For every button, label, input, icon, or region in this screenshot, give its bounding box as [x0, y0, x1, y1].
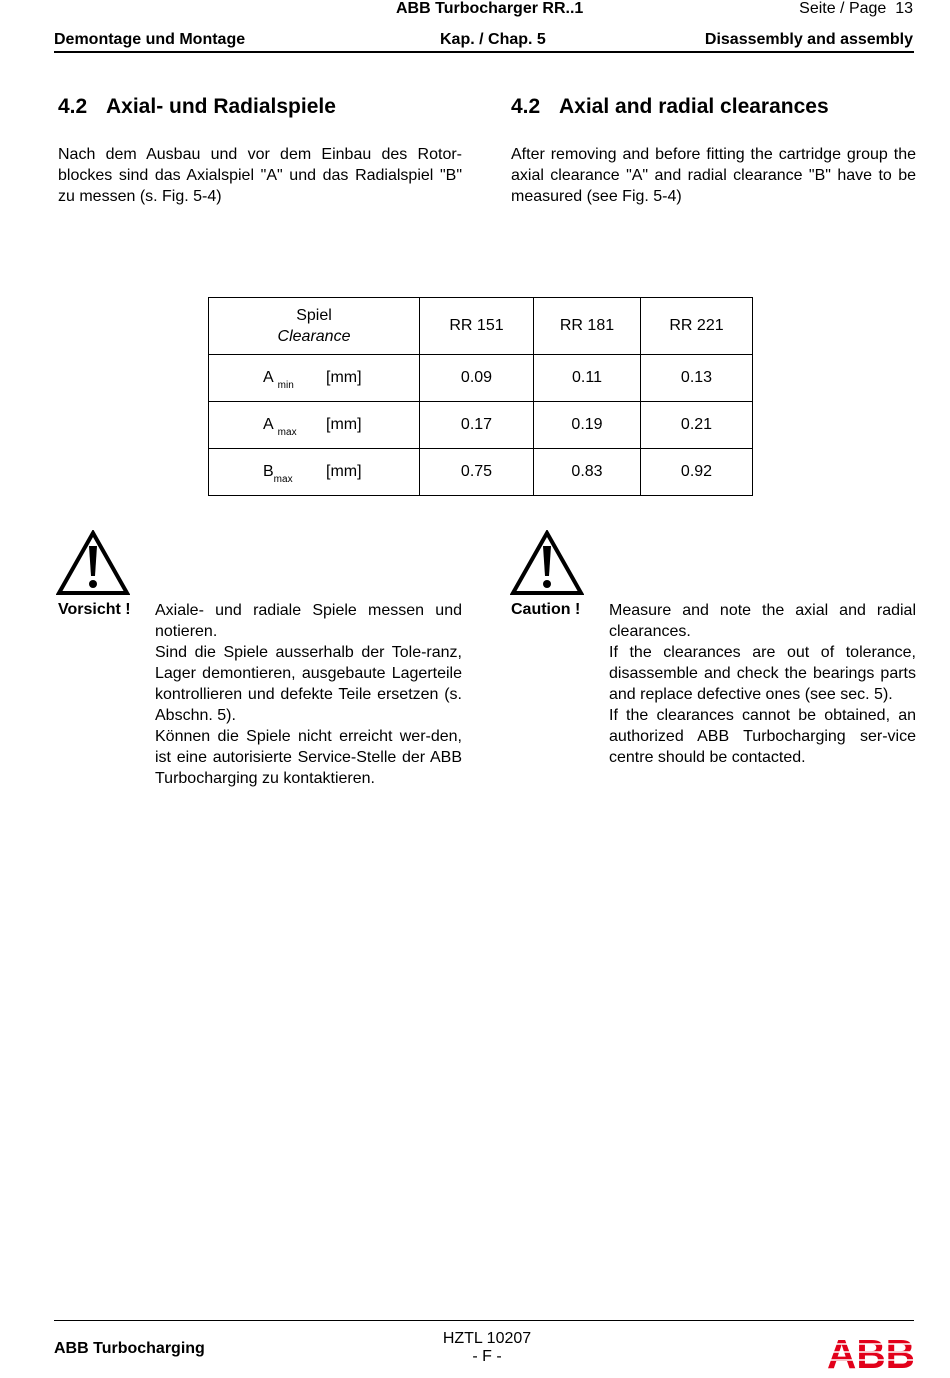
table-header-de: Spiel	[296, 307, 332, 324]
warning-triangle-icon	[510, 530, 584, 596]
table-cell: 0.09	[420, 355, 534, 402]
warning-triangle-icon	[56, 530, 130, 596]
row-unit: [mm]	[326, 463, 362, 480]
page-label: Seite / Page	[799, 0, 887, 17]
row-label	[209, 449, 420, 496]
table-header-row	[209, 298, 753, 355]
row-symbol: A	[263, 416, 274, 433]
caution-line-en: If the clearances cannot be obtained, an authorized ABB Turbocharging ser-vice centre should be contacted.	[609, 707, 916, 766]
row-symbol: B	[263, 463, 274, 480]
chapter-label: Kap. / Chap. 5	[440, 31, 546, 48]
footer-company: ABB Turbocharging	[54, 1340, 205, 1357]
clearance-table	[208, 297, 753, 496]
footer-language: - F -	[472, 1348, 502, 1365]
caution-line-de: Können die Spiele nicht erreicht wer-den, ist eine autorisierte Service-Stelle der ABB Turbocharging zu kontaktieren.	[155, 728, 462, 787]
row-subscript: max	[273, 474, 293, 485]
caution-line-de: Axiale- und radiale Spiele messen und notieren.	[155, 602, 462, 640]
table-header-en: Clearance	[277, 328, 351, 345]
table-cell: 0.83	[534, 449, 641, 496]
document-product-title: ABB Turbocharger RR..1	[396, 0, 584, 17]
table-cell: 0.13	[641, 355, 753, 402]
column-header: RR 221	[641, 298, 753, 355]
column-header: RR 181	[534, 298, 641, 355]
table-row	[209, 449, 753, 496]
section-title-en: Disassembly and assembly	[704, 31, 913, 48]
heading-de-number: 4.2	[58, 95, 88, 118]
row-label	[209, 355, 420, 402]
footer-rule	[54, 1320, 914, 1321]
column-header: RR 151	[420, 298, 534, 355]
row-symbol: A	[263, 369, 274, 386]
row-unit: [mm]	[326, 369, 362, 386]
table-row	[209, 402, 753, 449]
page-number: 13	[895, 0, 913, 17]
table-cell: 0.75	[420, 449, 534, 496]
footer-doc-info	[420, 1330, 554, 1366]
heading-en-text: Axial and radial clearances	[559, 95, 829, 118]
table-cell: 0.92	[641, 449, 753, 496]
table-row	[209, 355, 753, 402]
caution-label-de: Vorsicht !	[58, 601, 131, 618]
table-header-clearance	[209, 298, 420, 355]
heading-en	[511, 95, 829, 119]
table-cell: 0.19	[534, 402, 641, 449]
table-cell: 0.21	[641, 402, 753, 449]
heading-en-number: 4.2	[511, 95, 541, 118]
caution-line-de: Sind die Spiele ausserhalb der Tole-ranz, Lager demontieren, ausgebaute Lagerteile kontrollieren und defekte Teile ersetzen (s. Abschn. 5).	[155, 644, 462, 724]
caution-text-en	[609, 600, 916, 768]
row-unit: [mm]	[326, 416, 362, 433]
table-cell: 0.17	[420, 402, 534, 449]
page-indicator	[799, 0, 913, 18]
intro-en: After removing and before fitting the cartridge group the axial clearance "A" and radial clearance "B" have to be measured (see Fig. 5-4)	[511, 146, 916, 205]
header-rule	[54, 51, 914, 53]
footer-doc-number: HZTL 10207	[442, 1330, 532, 1347]
section-title-de: Demontage und Montage	[54, 31, 246, 48]
table-cell: 0.11	[534, 355, 641, 402]
caution-line-en: Measure and note the axial and radial clearances.	[609, 602, 916, 640]
row-label	[209, 402, 420, 449]
intro-de: Nach dem Ausbau und vor dem Einbau des Rotor-blockes sind das Axialspiel "A" und das Radialspiel "B" zu messen (s. Fig. 5-4)	[58, 146, 462, 205]
row-subscript: min	[277, 380, 294, 391]
row-subscript: max	[277, 427, 297, 438]
heading-de	[58, 95, 336, 119]
caution-text-de	[155, 600, 462, 789]
abb-logo	[826, 1335, 916, 1371]
caution-label-en: Caution !	[511, 601, 581, 618]
abb-logo-text: ABB	[827, 1335, 915, 1371]
caution-line-en: If the clearances are out of tolerance, disassemble and check the bearings parts and replace defective ones (see sec. 5).	[609, 644, 916, 703]
heading-de-text: Axial- und Radialspiele	[106, 95, 336, 118]
